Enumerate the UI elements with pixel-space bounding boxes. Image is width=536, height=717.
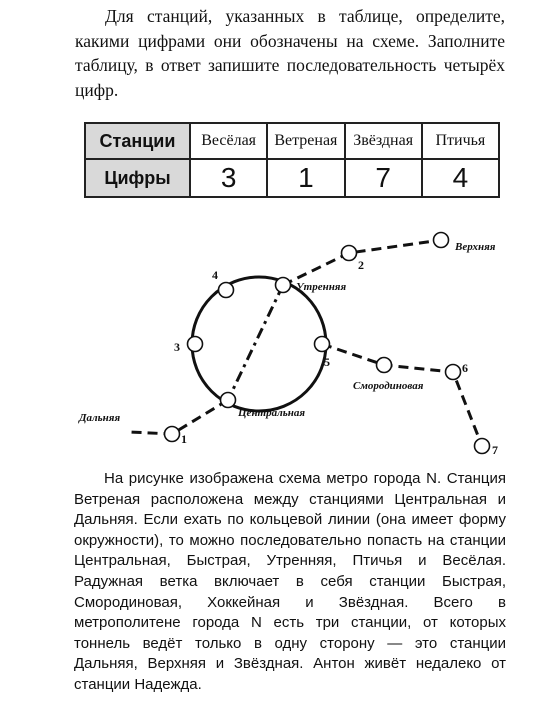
diameter-line — [228, 285, 283, 400]
station-verkhnyaya — [434, 233, 449, 248]
station-3 — [188, 337, 203, 352]
metro-scheme — [0, 220, 536, 465]
station-utrennyaya — [276, 278, 291, 293]
station-cell: Весёлая — [190, 123, 267, 159]
station-6 — [446, 365, 461, 380]
number-4: 4 — [212, 268, 218, 282]
station-5 — [315, 337, 330, 352]
ring-line — [192, 277, 326, 411]
number-6: 6 — [462, 361, 468, 375]
stations-header: Станции — [85, 123, 190, 159]
branch-rainbow — [322, 344, 482, 446]
digits-row — [85, 159, 499, 197]
label-tsentralnaya: Центральная — [238, 407, 306, 419]
number-2: 2 — [358, 258, 364, 272]
description-content: На рисунке изображена схема метро города N. Станция Ветреная расположена между станциями Центральная и Дальняя. Если ехать по кольцевой линии (она имеет форму окружности), то можно последовательно попасть на станции Центральная, Быстрая, Утренняя, Птичья и Весёлая. Радужная ветка включает в себя станции Быстрая, Смородиновая, Хоккейная и Звёздная. Всего в метрополитене города N есть три станции, от которых тоннель ведёт только в одну сторону — это станции Дальняя, Верхняя и Звёздная. Антон живёт недалеко от станции Надежда. — [74, 470, 506, 693]
stations-row — [85, 123, 499, 159]
number-1: 1 — [181, 432, 187, 446]
label-smorodinovaya: Смородиновая — [353, 380, 424, 392]
answer-table — [84, 122, 500, 198]
station-1 — [165, 427, 180, 442]
digit-cell: 7 — [345, 159, 422, 197]
digit-cell: 1 — [267, 159, 344, 197]
digit-cell: 4 — [422, 159, 499, 197]
number-7: 7 — [492, 443, 498, 457]
task-text — [75, 4, 505, 102]
task-text-content: Для станций, указанных в таблице, определите, какими цифрами они обозначены на схеме. Заполните таблицу, в ответ запишите последовательность четырёх цифр. — [75, 6, 505, 100]
station-4 — [219, 283, 234, 298]
station-smorodinovaya — [377, 358, 392, 373]
number-3: 3 — [174, 340, 180, 354]
station-cell: Ветреная — [267, 123, 344, 159]
label-dalnyaya: Дальняя — [79, 412, 121, 424]
station-cell: Птичья — [422, 123, 499, 159]
number-5: 5 — [324, 355, 330, 369]
description-text — [74, 469, 506, 696]
digits-header: Цифры — [85, 159, 190, 197]
station-7 — [475, 439, 490, 454]
station-2 — [342, 246, 357, 261]
branch-dalnyaya — [130, 400, 228, 434]
label-verkhnyaya: Верхняя — [455, 241, 496, 253]
station-tsentralnaya — [221, 393, 236, 408]
station-cell: Звёздная — [345, 123, 422, 159]
label-utrennyaya: Утренняя — [296, 281, 347, 293]
digit-cell: 3 — [190, 159, 267, 197]
